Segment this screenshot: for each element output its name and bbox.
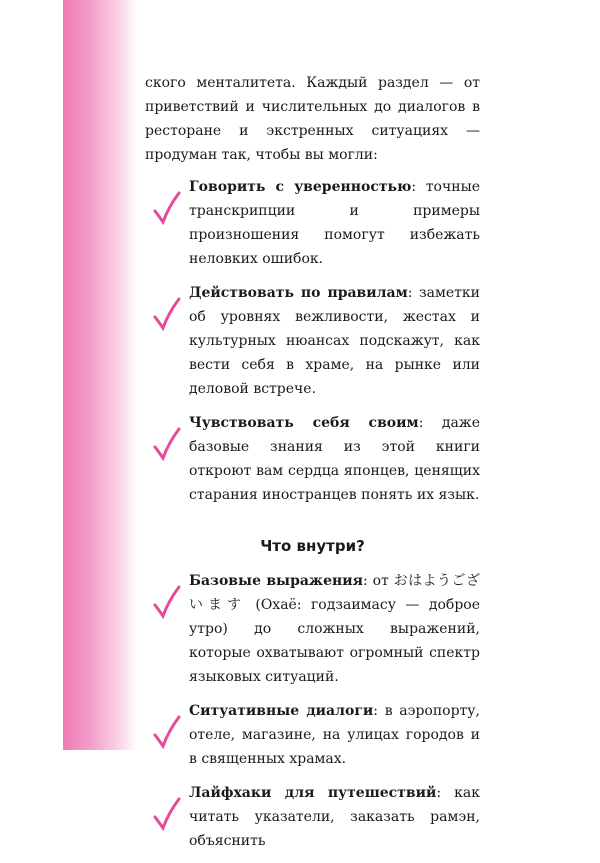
check-mark-icon — [153, 427, 181, 461]
goals-list — [145, 175, 480, 507]
item-description: : даже базовые знания из этой книги откроют вам сердца японцев, ценящих старания иностранцев понять их язык. — [189, 415, 480, 503]
check-mark-icon — [153, 585, 181, 619]
section-label: ОТ АВТОРА — [143, 264, 162, 386]
list-item — [145, 281, 480, 401]
item-description: : от おはようございます (Охаё: годзаимасу — доброе утро) до сложных выражений, которые охватывают огромный спектр языковых ситуаций. — [189, 573, 480, 685]
list-item-text — [189, 781, 480, 853]
item-description: : точные транскрипции и примеры произношения помогут избежать неловких ошибок. — [189, 179, 481, 267]
item-title: Ситуативные диалоги — [189, 703, 374, 719]
list-item-text — [189, 699, 480, 771]
list-item — [145, 781, 480, 853]
page-content — [145, 71, 480, 863]
item-title: Лайфхаки для путешествий — [189, 785, 437, 801]
item-title: Чувствовать себя своим — [189, 415, 419, 431]
item-title: Действовать по правилам — [189, 285, 408, 301]
list-item — [145, 175, 480, 271]
item-description: : заметки об уровнях вежливости, жестах и культурных нюансах подскажут, как вести себя в храме, на рынке или деловой встрече. — [189, 285, 480, 397]
intro-paragraph: ского менталитета. Каждый раздел — от приветствий и числительных до диалогов в ресторане и экстренных ситуациях — продуман так, чтобы вы могли: — [145, 75, 480, 163]
item-description: : как читать указатели, заказать рамэн, объяснить — [189, 785, 480, 849]
section-heading: Что внутри? — [260, 537, 365, 555]
list-item-text — [189, 281, 480, 401]
check-mark-icon — [153, 297, 181, 331]
list-item — [145, 699, 480, 771]
list-item-text — [189, 411, 480, 507]
page-sidebar — [63, 0, 174, 750]
check-mark-icon — [153, 797, 181, 831]
check-mark-icon — [153, 715, 181, 749]
list-item-text — [189, 569, 480, 689]
list-item — [145, 411, 480, 507]
list-item-text — [189, 175, 480, 271]
item-description: : в аэропорту, отеле, магазине, на улицах городов и в священных храмах. — [189, 703, 480, 767]
item-title: Базовые выражения — [189, 573, 363, 589]
inside-list — [145, 569, 480, 853]
check-mark-icon — [153, 191, 181, 225]
list-item — [145, 569, 480, 689]
page-number: 4 — [165, 680, 174, 695]
item-title: Говорить с уверенностью — [189, 179, 412, 195]
